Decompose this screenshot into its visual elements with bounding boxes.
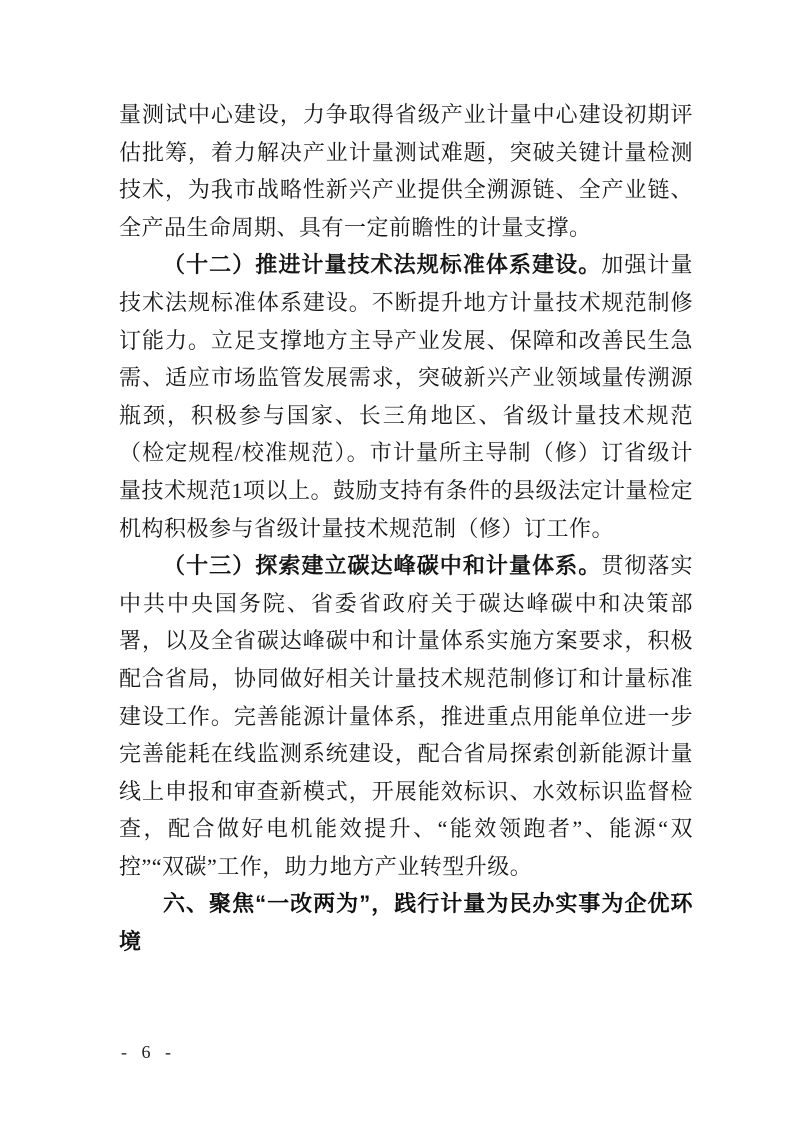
- text-run: 量测试中心建设，力争取得省级产业计量中心建设初期评估批筹，着力解决产业计量测试难题，突破关键计量检测技术，为我市战略性新兴产业提供全溯源链、全产业链、全产品生命周期、具有一定前瞻性的计量支撑。: [119, 102, 693, 240]
- paragraph-item-12: [119, 246, 693, 547]
- bold-text-run: （十三）探索建立碳达峰碳中和计量体系。: [163, 553, 602, 579]
- document-body: [119, 96, 693, 961]
- page-number: - 6 -: [121, 1042, 176, 1062]
- paragraph-item-13: [119, 547, 693, 885]
- text-run: 贯彻落实中共中央国务院、省委省政府关于碳达峰碳中和决策部署，以及全省碳达峰碳中和计量体系实施方案要求，积极配合省局，协同做好相关计量技术规范制修订和计量标准建设工作。完善能源计量体系，推进重点用能单位进一步完善能耗在线监测系统建设，配合省局探索创新能源计量线上申报和审查新模式，开展能效标识、水效标识监督检查，配合做好电机能效提升、“能效领跑者”、能源“双控”“双碳”工作，助力地方产业转型升级。: [119, 553, 693, 879]
- bold-text-run: 六、聚焦“一改两为”，践行计量为民办实事为企优环境: [119, 891, 693, 955]
- paragraph-continuation: [119, 96, 693, 246]
- bold-text-run: （十二）推进计量技术法规标准体系建设。: [163, 252, 602, 278]
- text-run: 加强计量技术法规标准体系建设。不断提升地方计量技术规范制修订能力。立足支撑地方主导产业发展、保障和改善民生急需、适应市场监管发展需求，突破新兴产业领域量传溯源瓶颈，积极参与国家、长三角地区、省级计量技术规范（检定规程/校准规范）。市计量所主导制（修）订省级计量技术规范1项以上。鼓励支持有条件的县级法定计量检定机构积极参与省级计量技术规范制（修）订工作。: [119, 252, 694, 541]
- section-heading-6: [119, 885, 693, 960]
